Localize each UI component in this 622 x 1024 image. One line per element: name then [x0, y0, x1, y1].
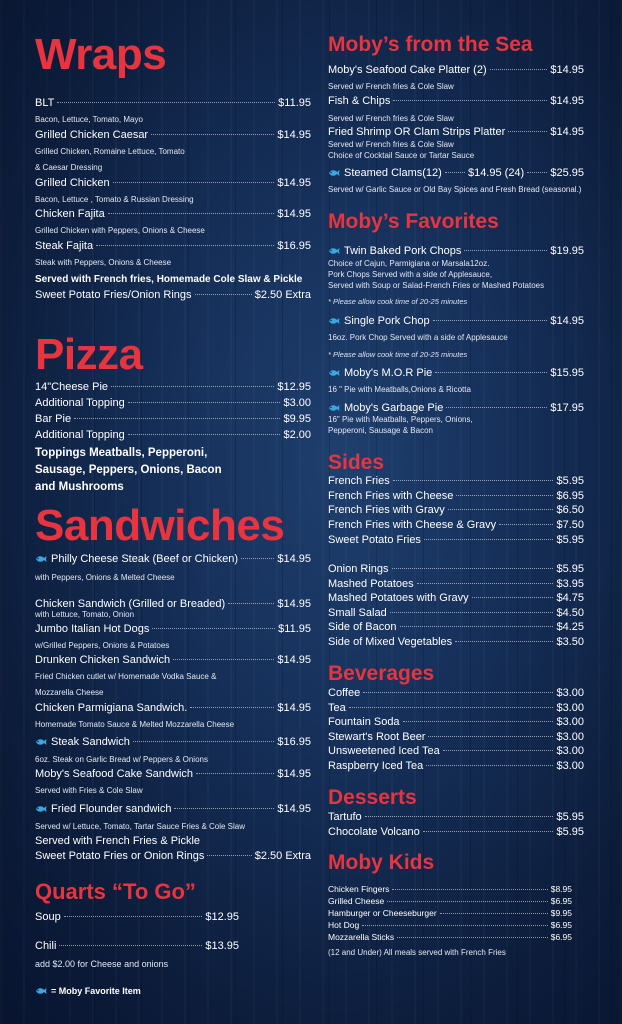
item-name: Moby's Seafood Cake Platter (2): [328, 64, 487, 76]
item-description: 16" Pie with Meatballs, Peppers, Onions,: [328, 415, 473, 424]
item-name: Jumbo Italian Hot Dogs: [35, 623, 150, 635]
item-price: $13.95: [205, 940, 239, 952]
leader-dots: [207, 855, 251, 856]
item-price: $9.95: [283, 413, 311, 425]
item-description: Pork Chops Served with a side of Applesauce,: [328, 270, 493, 279]
menu-item-beverage: [328, 702, 584, 714]
menu-item-wraps-extra: [35, 289, 311, 301]
menu-item-garbage-pie: [328, 402, 584, 414]
leader-dots: [464, 250, 547, 251]
item-name: Tea: [328, 702, 346, 714]
cook-time-note: * Please allow cook time of 20-25 minutes: [328, 297, 468, 306]
item-price: $14.95: [277, 129, 311, 141]
fish-icon: [328, 404, 340, 412]
item-price: $3.00: [556, 716, 584, 728]
menu-item-additional-topping-bar: [35, 429, 311, 441]
leader-dots: [59, 945, 202, 946]
pizza-heading: Pizza: [35, 330, 143, 379]
item-description: Served w/ French fries & Cole Slaw: [328, 114, 454, 123]
item-description: Grilled Chicken, Romaine Lettuce, Tomato: [35, 147, 185, 156]
leader-dots: [417, 583, 554, 584]
item-price: $14.95: [277, 598, 311, 610]
leader-dots: [392, 568, 554, 569]
item-price: $14.95: [277, 702, 311, 714]
item-name: Bar Pie: [35, 413, 72, 425]
leader-dots: [433, 320, 548, 321]
leader-dots: [128, 402, 281, 403]
item-name: Chicken Fajita: [35, 208, 105, 220]
leader-dots: [443, 750, 554, 751]
item-price: $15.95: [550, 367, 584, 379]
desserts-heading: Desserts: [328, 786, 417, 809]
leader-dots: [424, 539, 554, 540]
item-price: $6.95: [556, 490, 584, 502]
leader-dots: [173, 659, 274, 660]
menu-item-steamed-clams: [328, 167, 584, 179]
leader-dots: [363, 692, 553, 693]
menu-item-sandwiches-extra: [35, 850, 311, 862]
item-description: Grilled Chicken with Peppers, Onions & Cheese: [35, 226, 205, 235]
item-name-text: Steak Sandwich: [51, 736, 130, 748]
item-description: 16 " Pie with Meatballs,Onions & Ricotta: [328, 385, 471, 394]
kids-heading: Moby Kids: [328, 851, 435, 874]
item-price: $6.95: [550, 896, 572, 906]
sides-heading: Sides: [328, 451, 385, 474]
menu-item-bar-pie: [35, 413, 311, 425]
menu-item-kids: [328, 932, 572, 942]
menu-item-side: [328, 621, 584, 633]
item-description: Served w/ Garlic Sauce or Old Bay Spices and Fresh Bread (seasonal.): [328, 185, 582, 194]
item-price: $16.95: [277, 736, 311, 748]
menu-item-seafood-cake-sandwich: [35, 768, 311, 780]
item-price: $6.95: [550, 920, 572, 930]
item-price: $5.95: [556, 826, 584, 838]
leader-dots: [455, 641, 553, 642]
leader-dots: [111, 386, 274, 387]
item-description: Bacon, Lettuce, Tomato, Mayo: [35, 115, 143, 124]
leader-dots: [57, 102, 275, 103]
item-price: $14.95: [277, 803, 311, 815]
item-name: [35, 736, 130, 748]
item-name: Mozzarella Sticks: [328, 932, 395, 942]
item-description: Pepperoni, Sausage & Bacon: [328, 426, 433, 435]
item-price: $5.95: [556, 534, 584, 546]
leader-dots: [392, 889, 547, 890]
item-price: $14.95: [277, 654, 311, 666]
item-price: $14.95 (24): [467, 167, 525, 179]
item-description: Served w/ French fries & Cole Slaw: [328, 82, 454, 91]
item-name: Unsweetened Iced Tea: [328, 745, 440, 757]
sea-heading: Moby’s from the Sea: [328, 33, 533, 56]
item-name-text: Moby's Garbage Pie: [344, 402, 444, 414]
leader-dots: [349, 707, 554, 708]
item-name: French Fries: [328, 475, 390, 487]
item-name-text: Philly Cheese Steak (Beef or Chicken): [51, 553, 239, 565]
menu-item-single-pork-chop: [328, 315, 584, 327]
item-name-text: Single Pork Chop: [344, 315, 430, 327]
leader-dots: [393, 480, 554, 481]
item-name: [35, 803, 171, 815]
cook-time-note: * Please allow cook time of 20-25 minutes: [328, 350, 468, 359]
menu-item-side: [328, 578, 584, 590]
item-price: $6.50: [556, 504, 584, 516]
item-name: Chocolate Volcano: [328, 826, 420, 838]
item-price: $7.50: [556, 519, 584, 531]
leader-dots: [446, 407, 547, 408]
leader-dots: [152, 628, 275, 629]
leader-dots: [64, 916, 203, 917]
fish-icon: [328, 317, 340, 325]
menu-item-seafood-cake-platter: [328, 64, 584, 76]
item-name: Raspberry Iced Tea: [328, 760, 424, 772]
item-name: [328, 245, 461, 257]
leader-dots: [435, 372, 547, 373]
item-price: $14.95: [550, 95, 584, 107]
menu-item-chicken-fajita: [35, 208, 311, 220]
menu-item-twin-pork-chops: [328, 245, 584, 257]
item-name: Mashed Potatoes with Gravy: [328, 592, 469, 604]
item-price: $19.95: [550, 245, 584, 257]
item-description: Served with Fries & Cole Slaw: [35, 786, 143, 795]
item-price: $11.95: [278, 623, 311, 635]
leader-dots: [397, 937, 548, 938]
item-price: $12.95: [205, 911, 239, 923]
item-name: Sweet Potato Fries or Onion Rings: [35, 850, 205, 862]
item-price: $9.95: [550, 908, 572, 918]
item-name: Side of Mixed Vegetables: [328, 636, 453, 648]
item-name: Additional Topping: [35, 397, 125, 409]
item-price: $2.50 Extra: [254, 850, 311, 862]
fish-icon: [328, 169, 340, 177]
sandwiches-heading: Sandwiches: [35, 501, 285, 550]
item-price: $25.95: [550, 167, 584, 179]
item-price: $3.95: [556, 578, 584, 590]
leader-dots: [196, 773, 274, 774]
menu-item-grilled-chicken: [35, 177, 311, 189]
item-price: $4.25: [556, 621, 584, 633]
menu-item-side: [328, 563, 584, 575]
leader-dots: [365, 816, 554, 817]
item-name: Chili: [35, 940, 57, 952]
beverages-heading: Beverages: [328, 662, 435, 685]
item-price: $3.50: [556, 636, 584, 648]
leader-dots: [393, 100, 547, 101]
item-description: Mozzarella Cheese: [35, 688, 104, 697]
leader-dots: [403, 721, 554, 722]
leader-dots: [423, 831, 554, 832]
item-name: Grilled Cheese: [328, 896, 385, 906]
menu-item-side: [328, 636, 584, 648]
menu-item-beverage: [328, 716, 584, 728]
item-name: Coffee: [328, 687, 361, 699]
item-name: Grilled Chicken: [35, 177, 110, 189]
item-name: French Fries with Cheese: [328, 490, 454, 502]
item-name: Side of Bacon: [328, 621, 397, 633]
item-description: Bacon, Lettuce , Tomato & Russian Dressing: [35, 195, 194, 204]
menu-item-chicken-parmigiana-sandwich: [35, 702, 311, 714]
item-name: BLT: [35, 97, 55, 109]
fish-icon: [35, 805, 47, 813]
item-description: with Peppers, Onions & Melted Cheese: [35, 573, 175, 582]
item-name: [328, 315, 430, 327]
item-name: Mashed Potatoes: [328, 578, 414, 590]
item-name: Sweet Potato Fries/Onion Rings: [35, 289, 192, 301]
leader-dots: [128, 434, 281, 435]
item-price: $3.00: [556, 760, 584, 772]
item-description: Served with Soup or Salad-French Fries or Mashed Potatoes: [328, 281, 545, 290]
item-price: $2.50 Extra: [254, 289, 311, 301]
leader-dots: [362, 925, 548, 926]
item-name-text: Moby's M.O.R Pie: [344, 367, 433, 379]
menu-item-chili: [35, 940, 239, 952]
menu-item-beverage: [328, 731, 584, 743]
fish-icon: [35, 738, 47, 746]
leader-dots: [456, 495, 553, 496]
sandwiches-served-with: Served with French Fries & Pickle: [35, 835, 201, 847]
item-name: French Fries with Cheese & Gravy: [328, 519, 497, 531]
menu-item-side: [328, 519, 584, 531]
leader-dots: [499, 524, 553, 525]
item-price: $8.95: [550, 884, 572, 894]
menu-item-side: [328, 475, 584, 487]
item-name-text: Fried Flounder sandwich: [51, 803, 172, 815]
pizza-toppings: Sausage, Peppers, Onions, Bacon: [35, 464, 222, 476]
item-price: $4.75: [556, 592, 584, 604]
menu-item-kids: [328, 920, 572, 930]
item-description: w/Grilled Peppers, Onions & Potatoes: [35, 641, 170, 650]
item-price: $2.00: [283, 429, 311, 441]
menu-item-side: [328, 490, 584, 502]
item-price: $14.95: [550, 315, 584, 327]
leader-dots: [440, 913, 548, 914]
menu-item-jumbo-italian-hot-dogs: [35, 623, 311, 635]
menu-item-grilled-chicken-caesar: [35, 129, 311, 141]
item-price: $4.50: [556, 607, 584, 619]
item-name-text: Twin Baked Pork Chops: [344, 245, 462, 257]
item-price: $12.95: [277, 381, 311, 393]
item-name: Fountain Soda: [328, 716, 400, 728]
item-name-text: Steamed Clams(12): [344, 167, 442, 179]
item-name: Hamburger or Cheeseburger: [328, 908, 437, 918]
item-name: [328, 167, 442, 179]
item-description: Choice of Cocktail Sauce or Tartar Sauce: [328, 151, 475, 160]
menu-item-drunken-chicken-sandwich: [35, 654, 311, 666]
item-price: $3.00: [556, 702, 584, 714]
item-name: Chicken Parmigiana Sandwich.: [35, 702, 188, 714]
menu-item-beverage: [328, 760, 584, 772]
item-name: Steak Fajita: [35, 240, 94, 252]
fish-icon: [35, 987, 47, 995]
item-description: Served w/ French fries & Cole Slaw: [328, 140, 454, 149]
item-price: $14.95: [277, 553, 311, 565]
leader-dots: [428, 736, 553, 737]
item-name: Soup: [35, 911, 61, 923]
item-name: Fried Shrimp OR Clam Strips Platter: [328, 126, 506, 138]
item-price: $17.95: [550, 402, 584, 414]
pizza-toppings: and Mushrooms: [35, 481, 124, 493]
wraps-heading: Wraps: [35, 30, 167, 79]
menu-item-cheese-pie: [35, 381, 311, 393]
item-price: $14.95: [550, 126, 584, 138]
item-price: $11.95: [278, 97, 311, 109]
menu-item-kids: [328, 896, 572, 906]
quarts-note: add $2.00 for Cheese and onions: [35, 959, 169, 969]
leader-dots: [195, 294, 252, 295]
item-price: $3.00: [556, 745, 584, 757]
item-price: $3.00: [556, 687, 584, 699]
menu-item-chicken-sandwich: [35, 598, 311, 610]
item-name: [328, 367, 432, 379]
leader-dots: [96, 245, 274, 246]
menu-item-soup: [35, 911, 239, 923]
item-name: Grilled Chicken Caesar: [35, 129, 149, 141]
fish-icon: [328, 369, 340, 377]
menu-item-dessert: [328, 826, 584, 838]
menu-item-fried-flounder-sandwich: [35, 803, 311, 815]
item-name: Hot Dog: [328, 920, 360, 930]
legend-text: = Moby Favorite Item: [51, 986, 141, 996]
leader-dots: [426, 765, 553, 766]
menu-item-dessert: [328, 811, 584, 823]
menu-item-side: [328, 504, 584, 516]
item-name: Chicken Sandwich (Grilled or Breaded): [35, 598, 226, 610]
item-description: Served w/ Lettuce, Tomato, Tartar Sauce Fries & Cole Slaw: [35, 822, 246, 831]
menu-item-steak-fajita: [35, 240, 311, 252]
leader-dots: [108, 213, 275, 214]
item-price: $5.95: [556, 811, 584, 823]
menu-item-side: [328, 592, 584, 604]
item-price: $3.00: [556, 731, 584, 743]
menu-item-kids: [328, 884, 572, 894]
item-description: with Lettuce, Tomato, Onion: [35, 610, 135, 619]
item-name: 14"Cheese Pie: [35, 381, 109, 393]
leader-dots: [174, 808, 274, 809]
menu-item-shrimp-clam-platter: [328, 126, 584, 138]
wraps-served-with: Served with French fries, Homemade Cole Slaw & Pickle: [35, 274, 303, 285]
kids-note: (12 and Under) All meals served with French Fries: [328, 948, 506, 957]
menu-item-side: [328, 534, 584, 546]
item-description: Homemade Tomato Sauce & Melted Mozzarella Cheese: [35, 720, 235, 729]
leader-dots: [190, 707, 274, 708]
item-name: Drunken Chicken Sandwich: [35, 654, 171, 666]
item-name: [35, 553, 238, 565]
fish-icon: [328, 247, 340, 255]
menu-item-philly-cheese-steak: [35, 553, 311, 565]
item-description: & Caesar Dressing: [35, 163, 103, 172]
leader-dots: [445, 172, 465, 173]
item-price: $14.95: [277, 208, 311, 220]
item-description: Choice of Cajun, Parmigiana or Marsala12oz.: [328, 259, 490, 268]
legend: [35, 986, 141, 996]
fish-icon: [35, 555, 47, 563]
menu-item-beverage: [328, 745, 584, 757]
item-price: $14.95: [550, 64, 584, 76]
menu-item-kids: [328, 908, 572, 918]
item-name: French Fries with Gravy: [328, 504, 445, 516]
leader-dots: [113, 182, 275, 183]
menu-item-fish-chips: [328, 95, 584, 107]
leader-dots: [133, 741, 274, 742]
item-name: Stewart's Root Beer: [328, 731, 426, 743]
leader-dots: [390, 612, 554, 613]
leader-dots: [387, 901, 547, 902]
item-price: $16.95: [277, 240, 311, 252]
pizza-toppings: Toppings Meatballs, Pepperoni,: [35, 447, 208, 459]
menu-item-side: [328, 607, 584, 619]
item-name: Tartufo: [328, 811, 362, 823]
item-price: $14.95: [277, 177, 311, 189]
leader-dots: [490, 69, 548, 70]
item-name: Moby's Seafood Cake Sandwich: [35, 768, 194, 780]
leader-dots: [151, 134, 274, 135]
item-price: $5.95: [556, 563, 584, 575]
item-description: Fried Chicken cutlet w/ Homemade Vodka Sauce &: [35, 672, 217, 681]
item-description: Steak with Peppers, Onions & Cheese: [35, 258, 172, 267]
leader-dots: [472, 597, 554, 598]
quarts-heading: Quarts “To Go”: [35, 879, 196, 904]
item-price: $14.95: [277, 768, 311, 780]
item-price: $3.00: [283, 397, 311, 409]
item-price: $6.95: [550, 932, 572, 942]
leader-dots: [241, 558, 274, 559]
leader-dots: [448, 509, 554, 510]
item-description: 16oz. Pork Chop Served with a side of Applesauce: [328, 333, 508, 342]
item-name: [328, 402, 443, 414]
item-name: Sweet Potato Fries: [328, 534, 421, 546]
item-name: Fish & Chips: [328, 95, 391, 107]
item-price: $5.95: [556, 475, 584, 487]
item-name: Small Salad: [328, 607, 387, 619]
item-name: Onion Rings: [328, 563, 389, 575]
menu-item-steak-sandwich: [35, 736, 311, 748]
menu-item-beverage: [328, 687, 584, 699]
menu-item-mor-pie: [328, 367, 584, 379]
menu-item-blt: [35, 97, 311, 109]
leader-dots: [228, 603, 274, 604]
item-name: Chicken Fingers: [328, 884, 390, 894]
item-description: 6oz. Steak on Garlic Bread w/ Peppers & Onions: [35, 755, 208, 764]
item-name: Additional Topping: [35, 429, 125, 441]
menu-item-additional-topping: [35, 397, 311, 409]
favorites-heading: Moby’s Favorites: [328, 210, 499, 233]
leader-dots: [74, 418, 280, 419]
leader-dots: [527, 172, 547, 173]
leader-dots: [508, 131, 547, 132]
leader-dots: [400, 626, 554, 627]
